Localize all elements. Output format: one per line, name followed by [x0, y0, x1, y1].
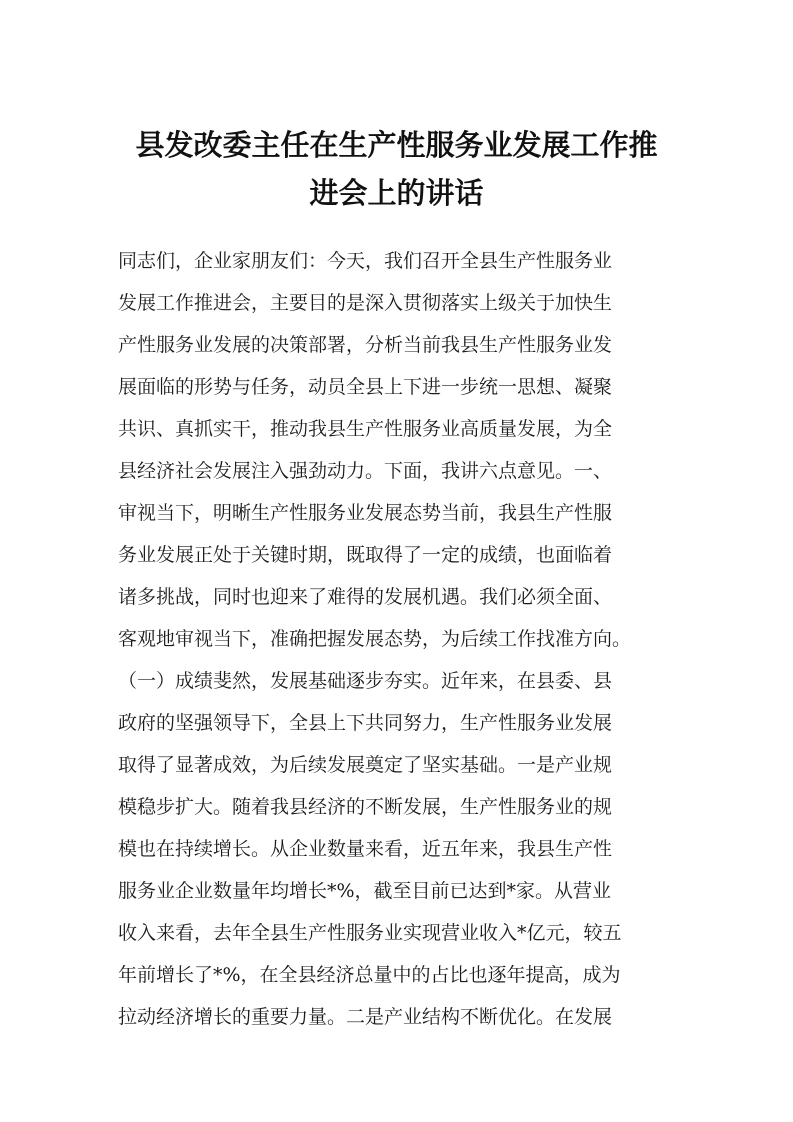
body-line: 客观地审视当下，准确把握发展态势，为后续工作找准方向。 — [118, 628, 632, 650]
body-line: 同志们，企业家朋友们：今天，我们召开全县生产性服务业 — [118, 250, 613, 272]
body-line: 拉动经济增长的重要力量。二是产业结构不断优化。在发展 — [118, 1006, 613, 1028]
body-line: 服务业企业数量年均增长*%，截至目前已达到*家。从营业 — [118, 880, 612, 902]
body-line: 收入来看，去年全县生产性服务业实现营业收入*亿元，较五 — [118, 922, 622, 944]
document-body — [118, 240, 678, 1038]
body-line: 模也在持续增长。从企业数量来看，近五年来，我县生产性 — [118, 838, 613, 860]
body-line: 共识、真抓实干，推动我县生产性服务业高质量发展，为全 — [118, 418, 613, 440]
body-line: 发展工作推进会，主要目的是深入贯彻落实上级关于加快生 — [118, 292, 613, 314]
body-line: 年前增长了*%，在全县经济总量中的占比也逐年提高，成为 — [118, 964, 621, 986]
body-line: 审视当下，明晰生产性服务业发展态势当前，我县生产性服 — [118, 502, 613, 524]
body-line: 政府的坚强领导下，全县上下共同努力，生产性服务业发展 — [118, 712, 613, 734]
body-line: 县经济社会发展注入强劲动力。下面，我讲六点意见。一、 — [118, 460, 613, 482]
body-line: 展面临的形势与任务，动员全县上下进一步统一思想、凝聚 — [118, 376, 613, 398]
body-line: 产性服务业发展的决策部署，分析当前我县生产性服务业发 — [118, 334, 613, 356]
body-line: （一）成绩斐然，发展基础逐步夯实。近年来，在县委、县 — [118, 670, 613, 692]
body-line: 取得了显著成效，为后续发展奠定了坚实基础。一是产业规 — [118, 754, 613, 776]
document-title — [100, 121, 693, 217]
body-line: 模稳步扩大。随着我县经济的不断发展，生产性服务业的规 — [118, 796, 613, 818]
body-line: 务业发展正处于关键时期，既取得了一定的成绩，也面临着 — [118, 544, 613, 566]
title-line: 进会上的讲话 — [309, 176, 484, 210]
title-line: 县发改委主任在生产性服务业发展工作推 — [135, 128, 658, 162]
body-line: 诸多挑战，同时也迎来了难得的发展机遇。我们必须全面、 — [118, 586, 613, 608]
